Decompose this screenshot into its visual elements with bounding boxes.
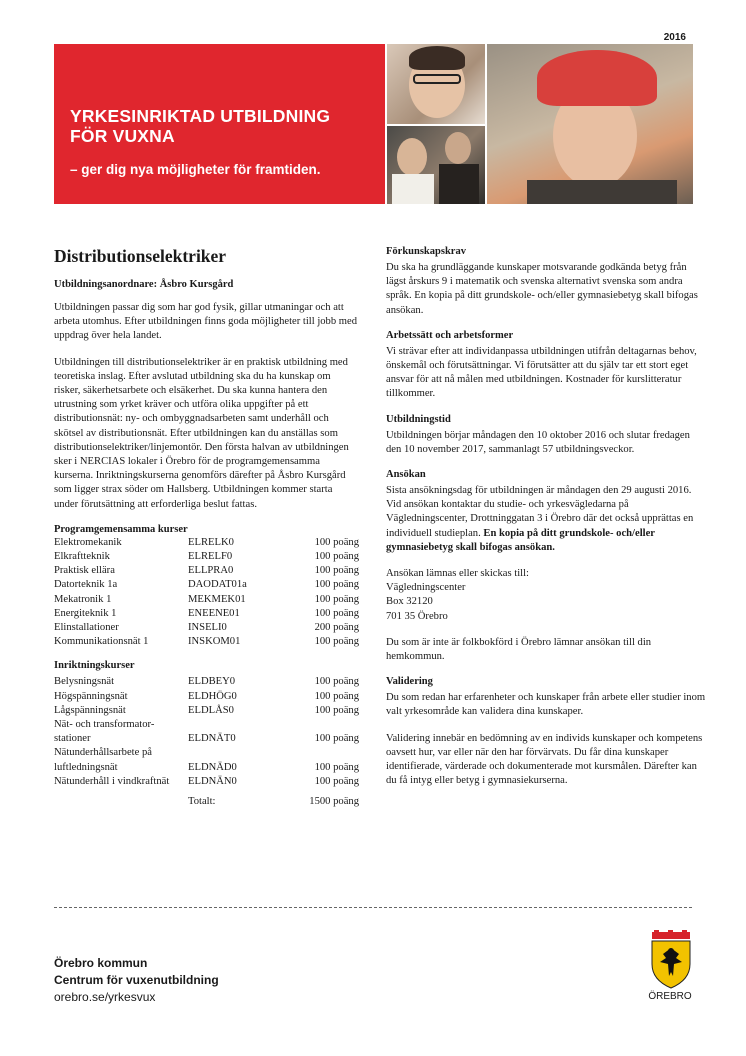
- apply-text-bold: En kopia på ditt grundskole- och/eller gymnasiebetyg skall bifogas ansökan.: [386, 527, 655, 553]
- submit-text: Ansökan lämnas eller skickas till:: [386, 568, 529, 580]
- footer-org: Örebro kommun: [54, 956, 148, 970]
- address-line1: Vägledningscenter: [386, 582, 466, 594]
- table-row: [54, 578, 359, 592]
- course-points: 100 poäng: [314, 579, 359, 591]
- course-code: ELDNÄT0: [188, 733, 236, 745]
- course-code: ELRELK0: [188, 536, 234, 548]
- apply-text: [386, 484, 706, 555]
- course-points: 200 poäng: [314, 622, 359, 634]
- table-row: [54, 593, 359, 607]
- banner-subtitle: – ger dig nya möjligheter för framtiden.: [70, 162, 321, 177]
- banner-title-line2: FÖR VUXNA: [70, 126, 175, 146]
- intro-paragraph: Utbildningen passar dig som har god fysik, gillar utmaningar och att arbeta utomhus. Efter utbildningen finns goda möjligheter till jobb med uppdrag över hela landet.: [54, 302, 358, 342]
- course-code: DAODAT01a: [188, 579, 247, 591]
- address-line2: Box 32120: [386, 596, 433, 608]
- course-code: ELLPRA0: [188, 565, 234, 577]
- description-paragraph: Utbildningen till distributionselektriker är en praktisk utbildning med teoretiska inslag. Efter avslutad utbildning ska du ha kunskap om risker, säkerhetsarbete och elsäkerhet. Du ska kunna hantera den utrustning som yrket kräver och utföra olika uppgifter på ett distributionsnät: ny- och ombyggnadsarbeten samt underhåll och skötsel av distributionsnät. Efter utbildningen kan du anställas som distributionselektriker/linjemontör. Den första halvan av utbildningen sker i NERCIAS lokaler i Örebro för de programgemensamma kurserna. Inriktningskurserna genomförs därefter på Åsbro Kursgård som ligger strax söder om Hallsberg. Utbildningen kommer starta under förutsättning att erforderliga beslut fattas.: [54, 356, 349, 510]
- photo-students: [387, 126, 485, 204]
- prereq-heading: Förkunskapskrav: [386, 246, 466, 257]
- table-row: [54, 564, 359, 578]
- course-points: 100 poäng: [314, 704, 359, 716]
- total-label: Totalt:: [188, 796, 216, 808]
- table-row: [54, 621, 359, 635]
- course-points: 100 poäng: [314, 593, 359, 605]
- course-points: 100 poäng: [314, 775, 359, 787]
- header-banner: [54, 44, 385, 204]
- validation-heading: Validering: [386, 676, 433, 688]
- course-name: Kommunikationsnät 1: [54, 636, 149, 648]
- footer-divider: [54, 907, 692, 908]
- prereq-text: Du ska ha grundläggande kunskaper motsvarande godkända betyg från lägst årskurs 9 i matematik och svenska alternativt svenska som andra språk. En kopia på ditt grundskole- och/eller gymnasiebetyg skall bifogas ansökan.: [386, 262, 698, 316]
- right-column: [386, 246, 706, 788]
- footer-url: orebro.se/yrkesvux: [54, 990, 156, 1004]
- program-courses-table: [54, 536, 359, 650]
- validation-text1: Du som redan har erfarenheter och kunskaper från arbete eller studier inom valt yrkesområde kan validera dina kunskaper.: [386, 692, 706, 718]
- direction-courses-heading: Inriktningskurser: [54, 660, 135, 672]
- course-code: ELDLÅS0: [188, 704, 234, 716]
- course-code: ELDBEY0: [188, 676, 236, 688]
- course-code: INSELI0: [188, 622, 227, 634]
- program-courses-heading: Programgemensamma kurser: [54, 523, 188, 535]
- table-row: [54, 635, 359, 649]
- logo-text: ÖREBRO: [648, 991, 692, 1002]
- course-points: 100 poäng: [314, 565, 359, 577]
- course-code: MEKMEK01: [188, 593, 246, 605]
- banner-title: [70, 106, 330, 146]
- course-code: ELDNÄD0: [188, 761, 237, 773]
- apply-text-body: Sista ansökningsdag för utbildningen är måndagen den 29 augusti 2016. Vid ansökan kontaktar du studie- och yrkesvägledarna på Vägledningscenter, Drottninggatan 3 i Örebro där det också upprättas en individuell studieplan.: [386, 485, 694, 539]
- method-text: Vi strävar efter att individanpassa utbildningen utifrån deltagarnas behov, önskemål och förutsättningar. Vi förutsätter att du själv tar ett stort eget ansvar för att nå målen med utbildningen. Kostnader för kurslitteratur tillkommer.: [386, 345, 697, 400]
- address-line3: 701 35 Örebro: [386, 610, 448, 622]
- photo-man-glasses: [387, 44, 485, 124]
- course-code: ELRELF0: [188, 551, 233, 563]
- course-name: Elinstallationer: [54, 622, 119, 634]
- course-points: 100 poäng: [314, 733, 359, 745]
- method-heading: Arbetssätt och arbetsformer: [386, 329, 514, 341]
- course-name: Mekatronik 1: [54, 593, 112, 605]
- table-row: [54, 690, 359, 704]
- validation-text2: Validering innebär en bedömning av en individs kunskaper och kompetens oavsett hur, var eller när den har förvärvats. Du får dina kunskaper identifierade, värderade och dokumenterade mot kursmålen. Därefter kan du få intyg eller betyg i gymnasiekurserna.: [386, 732, 703, 787]
- total-row: [54, 795, 359, 809]
- course-points: 100 poäng: [314, 676, 359, 688]
- course-name: Lågspänningsnät: [54, 704, 126, 716]
- table-row: [54, 775, 359, 789]
- time-text: Utbildningen börjar måndagen den 10 oktober 2016 och slutar fredagen den 10 november 2017, sammanlagt 57 utbildningsveckor.: [386, 429, 690, 455]
- total-points: 1500 poäng: [309, 796, 359, 808]
- table-row: [54, 536, 359, 550]
- course-points: 100 poäng: [314, 690, 359, 702]
- table-row: [54, 718, 359, 746]
- organizer: Utbildningsanordnare: Åsbro Kursgård: [54, 279, 234, 290]
- page-title: Distributionselektriker: [54, 246, 227, 266]
- banner-title-line1: YRKESINRIKTAD UTBILDNING: [70, 106, 331, 126]
- course-name: Energiteknik 1: [54, 607, 117, 619]
- left-column: [54, 246, 359, 809]
- nonresident-text: Du som är inte är folkbokförd i Örebro lämnar ansökan till din hemkommun.: [386, 636, 652, 663]
- course-code: INSKOM01: [188, 636, 241, 648]
- time-heading: Utbildningstid: [386, 413, 451, 425]
- course-points: 100 poäng: [314, 636, 359, 648]
- table-row: [54, 607, 359, 621]
- footer: [54, 955, 219, 1006]
- course-name: Elkraftteknik: [54, 551, 110, 563]
- table-row: [54, 550, 359, 564]
- year-label: 2016: [663, 32, 686, 43]
- course-points: 100 poäng: [314, 551, 359, 563]
- course-points: 100 poäng: [314, 761, 359, 773]
- course-name: Belysningsnät: [54, 676, 115, 688]
- course-points: 100 poäng: [314, 607, 359, 619]
- table-row: [54, 675, 359, 689]
- course-name: Nätunderhåll i vindkraftnät: [54, 775, 170, 787]
- apply-heading: Ansökan: [386, 469, 426, 481]
- course-code: ELDNÄN0: [188, 775, 237, 787]
- course-name: Praktisk ellära: [54, 565, 115, 577]
- table-row: [54, 704, 359, 718]
- course-name: Elektromekanik: [54, 536, 122, 548]
- table-row: [54, 746, 359, 774]
- photo-woman-helmet: [487, 44, 693, 204]
- course-points: 100 poäng: [314, 536, 359, 548]
- course-name: Högspänningsnät: [54, 690, 128, 702]
- course-name: Nät- och transformator-stationer: [54, 719, 155, 745]
- direction-courses-table: [54, 675, 359, 809]
- course-name: Nätunderhållsarbete på luftledningsnät: [54, 747, 152, 773]
- footer-unit: Centrum för vuxenutbildning: [54, 973, 219, 987]
- course-code: ENEENE01: [188, 607, 240, 619]
- course-name: Datorteknik 1a: [54, 579, 118, 591]
- course-code: ELDHÖG0: [188, 690, 237, 702]
